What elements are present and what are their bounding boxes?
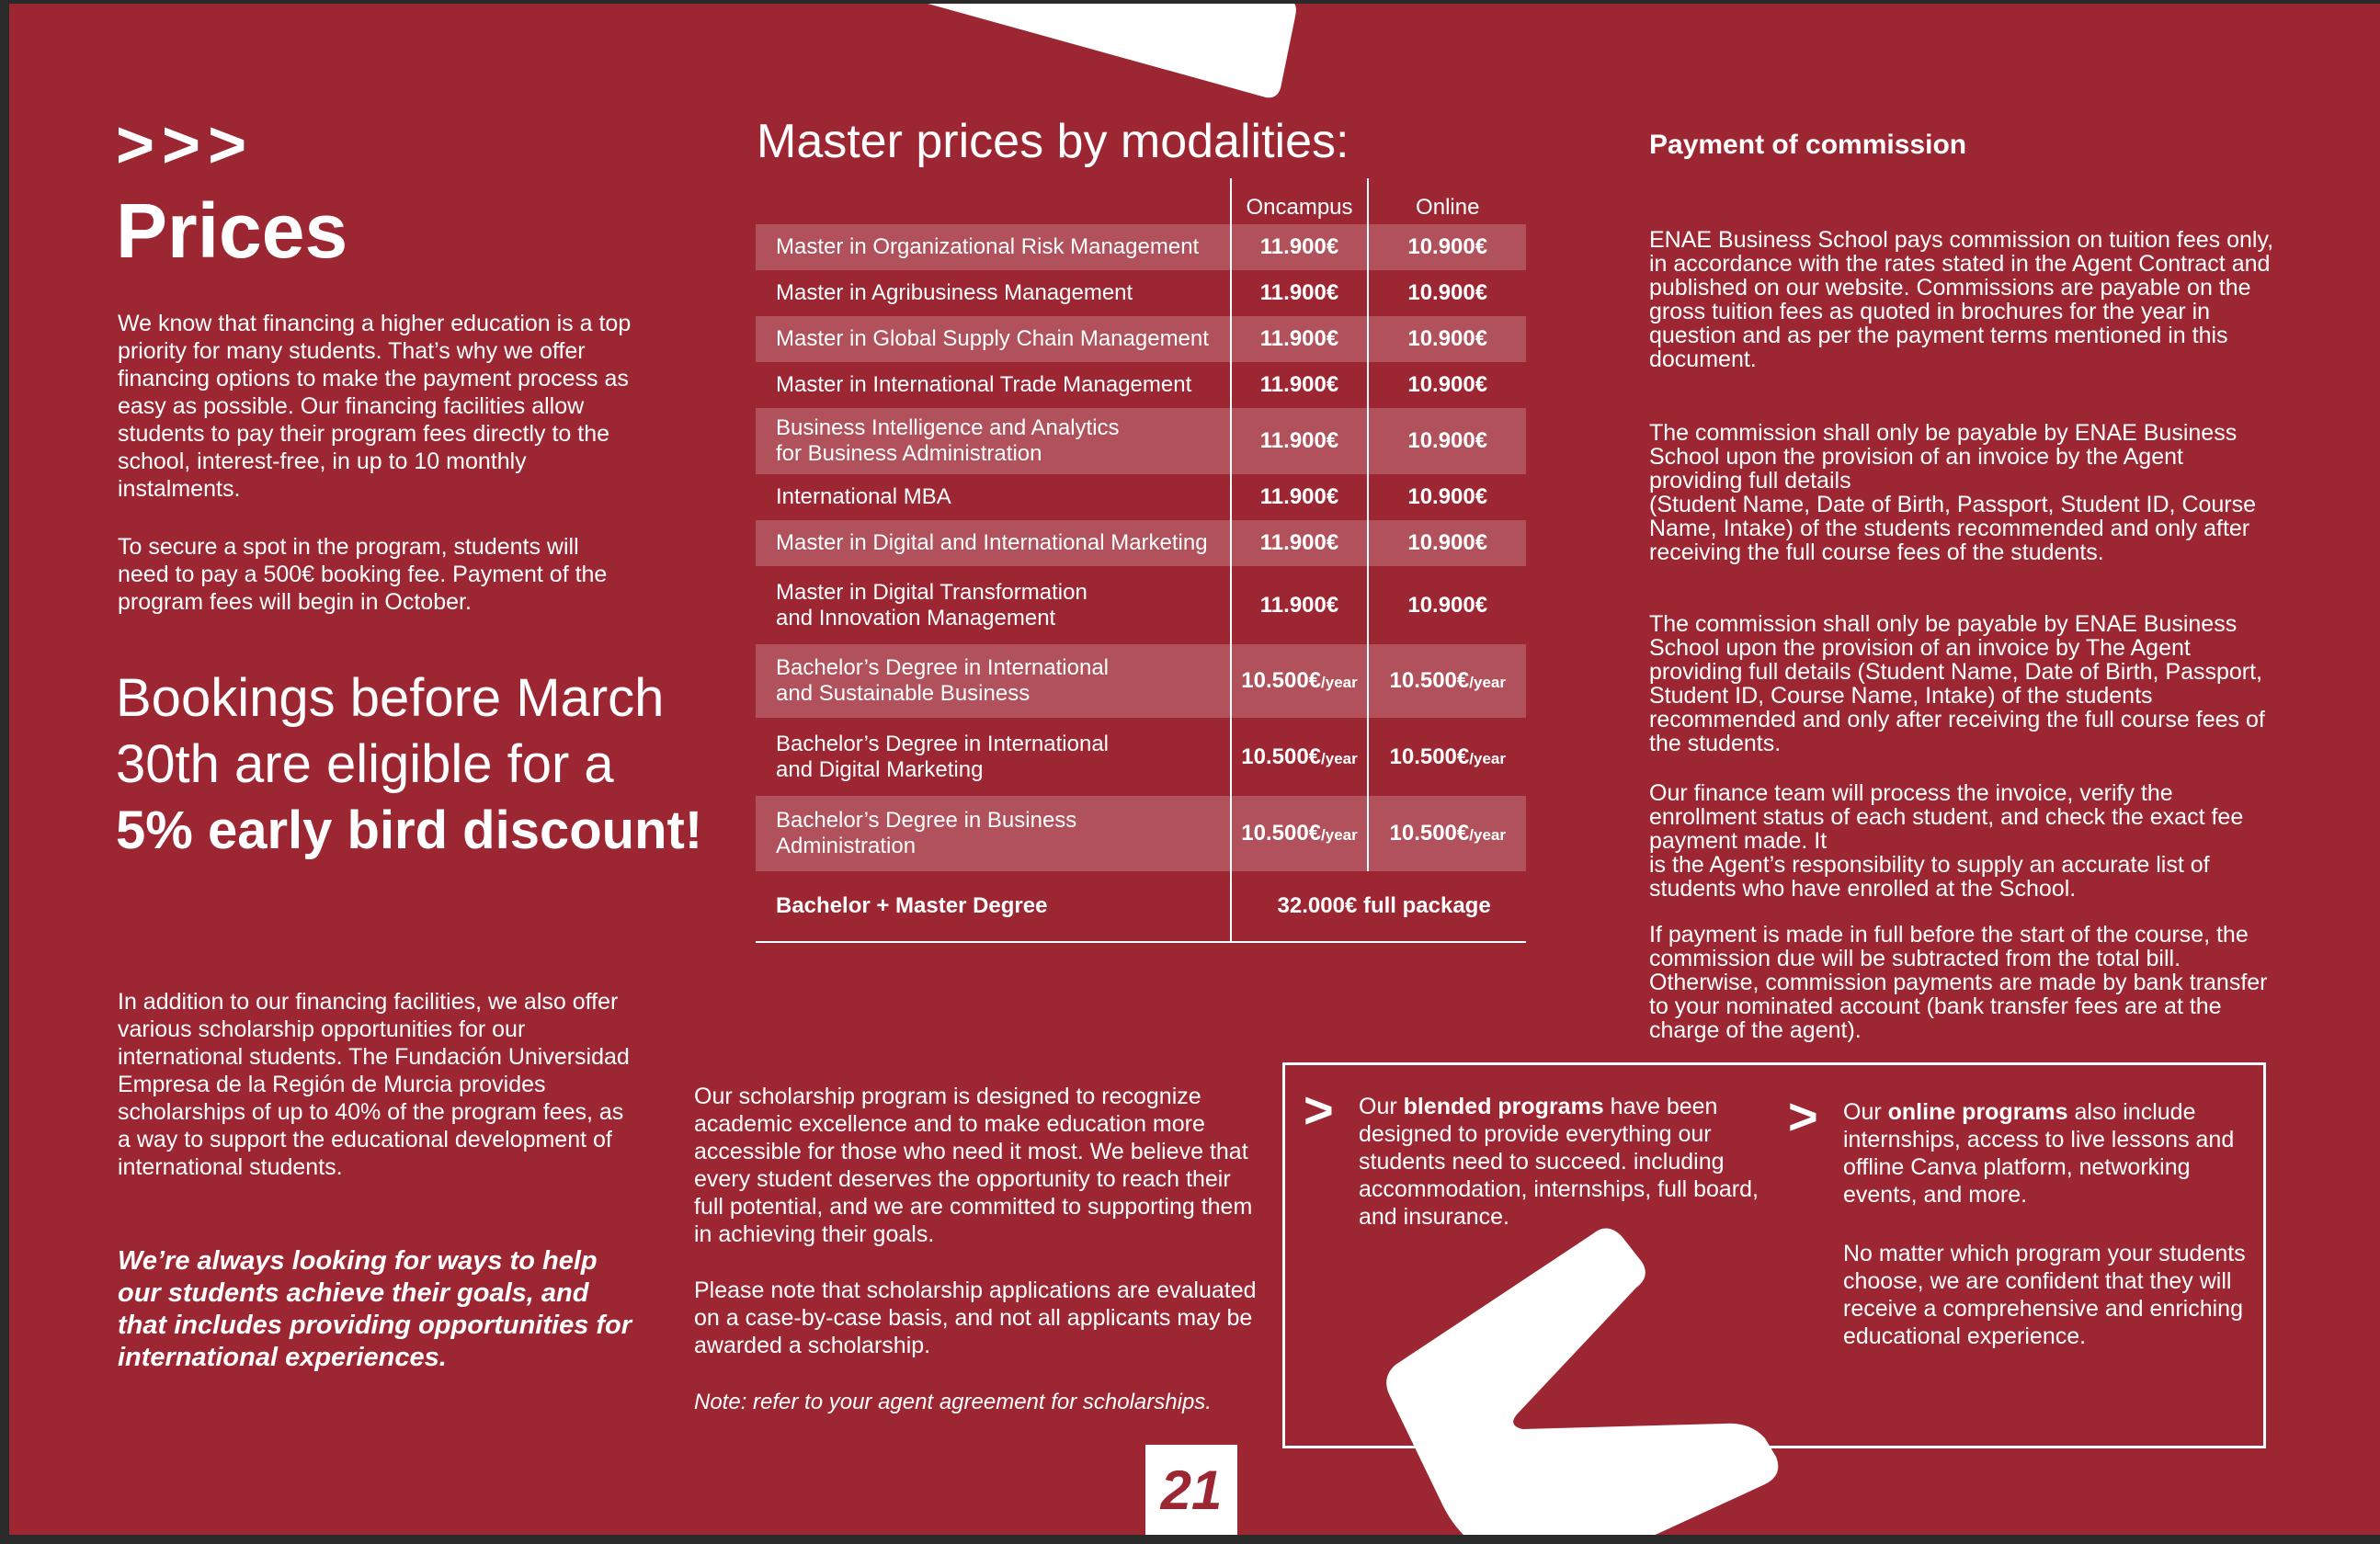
total-value: 32.000€ full package <box>1231 871 1526 942</box>
scholarship-program-paragraph: Our scholarship program is designed to recognize academic excellence and to make education more accessible for those who need it most. We believe that every student deserves the opportunity to reach their full potential, and we are committed to supporting them in achieving their goals. <box>694 1084 1253 1247</box>
program-name: Master in International Trade Management <box>776 372 1192 397</box>
online-price-value: 10.900€ <box>1407 280 1488 305</box>
early-bird-text: Bookings before March 30th are eligible for a <box>116 668 665 794</box>
program-name: Master in Agribusiness Management <box>776 280 1133 305</box>
online-price-value: 10.900€ <box>1407 530 1488 555</box>
oncampus-price <box>1231 566 1369 644</box>
scholarship-note: Note: refer to your agent agreement for scholarships. <box>694 1390 1212 1414</box>
program-name: Master in Global Supply Chain Management <box>756 316 1231 362</box>
table-row <box>756 362 1526 408</box>
scholarship-evaluation-paragraph: Please note that scholarship applications are evaluated on a case-by-case basis, and not all applicants may be awarded a scholarship. <box>694 1277 1257 1358</box>
table-header-row <box>756 178 1526 224</box>
oncampus-price <box>1231 474 1369 520</box>
program-name: Master in Digital Transformation and Innovation Management <box>776 579 1088 630</box>
column-header-online: Online <box>1368 178 1526 224</box>
oncampus-price <box>1231 718 1369 796</box>
commission-paragraph-2: The commission shall only be payable by ENAE Business School upon the provision of an invoice by the Agent providing full details (Student Name, Date of Birth, Passport, Student ID, Course Name, Intake) of the students recommended and only after receiving the full course fees of the students. <box>1649 420 2257 565</box>
oncampus-price <box>1231 408 1369 474</box>
oncampus-price <box>1231 520 1369 566</box>
column-header-program <box>756 178 1231 224</box>
program-name: International MBA <box>776 484 951 509</box>
online-price-value: 10.500€ <box>1389 668 1470 693</box>
oncampus-price <box>1231 644 1369 718</box>
table-row <box>756 718 1526 796</box>
scholarship-intro-paragraph: In addition to our financing facilities, we also offer various scholarship opportunities for our international students. The Fundación Universidad Empresa de la Región de Murcia provides scholarships of up to 40% of the program fees, as a way to support the educational development of international students. <box>118 989 630 1180</box>
price-unit: /year <box>1469 826 1506 844</box>
commission-paragraph-3: The commission shall only be payable by ENAE Business School upon the provision of an invoice by The Agent providing full details (Student Name, Date of Birth, Passport, Student ID, Course Name, Intake) of the students recommended and only after receiving the full course fees of the students. <box>1649 611 2265 756</box>
table-title: Master prices by modalities: <box>757 115 1349 168</box>
page-title: Prices <box>116 187 348 274</box>
oncampus-price <box>1231 224 1369 270</box>
early-bird-heading <box>116 665 704 864</box>
price-unit: /year <box>1469 674 1506 691</box>
online-price-value: 10.900€ <box>1407 234 1488 259</box>
online-price <box>1368 316 1526 362</box>
online-price <box>1368 718 1526 796</box>
oncampus-price-value: 10.500€ <box>1241 668 1322 693</box>
blended-pre: Our <box>1359 1094 1404 1119</box>
oncampus-price-value: 11.900€ <box>1259 484 1339 509</box>
blended-bold: blended programs <box>1403 1094 1604 1119</box>
oncampus-price-value: 11.900€ <box>1259 234 1339 259</box>
table-row <box>756 566 1526 644</box>
online-price <box>1368 362 1526 408</box>
table-row <box>756 644 1526 718</box>
oncampus-price-value: 10.500€ <box>1241 744 1322 769</box>
oncampus-price-value: 11.900€ <box>1259 428 1339 453</box>
blended-post: have been designed to provide everything our students need to succeed. including accommodation, internships, full board, and insurance. <box>1359 1094 1759 1230</box>
early-bird-discount: 5% early bird discount! <box>116 800 703 860</box>
online-price <box>1368 474 1526 520</box>
total-label: Bachelor + Master Degree <box>756 871 1231 942</box>
online-bold: online programs <box>1887 1099 2068 1125</box>
oncampus-price-value: 11.900€ <box>1259 326 1339 351</box>
program-choice-text: No matter which program your students choose, we are confident that they will receive a comprehensive and enriching educational experience. <box>1843 1241 2246 1349</box>
program-name: Bachelor’s Degree in International and Digital Marketing <box>776 731 1110 782</box>
column-header-oncampus: Oncampus <box>1231 178 1369 224</box>
booking-fee-paragraph: To secure a spot in the program, students will need to pay a 500€ booking fee. Payment of the program fees will begin in October. <box>118 534 608 615</box>
commission-heading: Payment of commission <box>1649 130 1967 160</box>
oncampus-price-value: 10.500€ <box>1241 821 1322 846</box>
program-name: Business Intelligence and Analytics for Business Administration <box>756 408 1231 474</box>
online-programs-text <box>1843 1098 2248 1209</box>
online-price <box>1368 224 1526 270</box>
oncampus-price-value: 11.900€ <box>1259 530 1339 555</box>
blended-programs-text <box>1359 1093 1763 1231</box>
online-pre: Our <box>1843 1099 1888 1125</box>
program-name: Master in Organizational Risk Management <box>756 224 1231 270</box>
online-price <box>1368 644 1526 718</box>
online-price-value: 10.900€ <box>1407 592 1488 618</box>
financing-paragraph: We know that financing a higher education is a top priority for many students. That’s why we offer financing options to make the payment process as easy as possible. Our financing facilities allow students to pay their program fees directly to the school, interest-free, in up to 10 monthly instalments. <box>118 311 632 502</box>
online-price <box>1368 796 1526 871</box>
oncampus-price-value: 11.900€ <box>1259 372 1339 397</box>
oncampus-price <box>1231 796 1369 871</box>
price-unit: /year <box>1469 749 1506 767</box>
table-row <box>756 520 1526 566</box>
brochure-page <box>9 4 2380 1535</box>
table-row <box>756 224 1526 270</box>
online-post: also include internships, access to live lessons and offline Canva platform, networking events, and more. <box>1843 1099 2235 1208</box>
online-price-value: 10.900€ <box>1407 484 1488 509</box>
commission-paragraph-1: ENAE Business School pays commission on tuition fees only, in accordance with the rates stated in the Agent Contract and published on our website. Commissions are payable on the gross tuition fees as quoted in brochures for the year in question and as per the payment terms mentioned in this document. <box>1649 227 2274 372</box>
oncampus-price <box>1231 270 1369 316</box>
price-unit: /year <box>1321 674 1358 691</box>
online-price <box>1368 520 1526 566</box>
arrows-decoration: >>> <box>116 108 255 182</box>
online-price <box>1368 408 1526 474</box>
price-table <box>756 178 1526 943</box>
online-price <box>1368 270 1526 316</box>
table-row <box>756 474 1526 520</box>
commission-paragraph-5: If payment is made in full before the start of the course, the commission due will be subtracted from the total bill. Otherwise, commission payments are made by bank transfer to your nominated account (bank transfer fees are at the charge of the agent). <box>1649 922 2268 1043</box>
page-number: 21 <box>1145 1445 1237 1535</box>
table-row <box>756 796 1526 871</box>
top-decorative-shape <box>915 4 1301 103</box>
highlight-quote: We’re always looking for ways to help our students achieve their goals, and that includes providing opportunities for international experiences. <box>118 1246 632 1372</box>
oncampus-price <box>1231 362 1369 408</box>
oncampus-price-value: 11.900€ <box>1259 280 1339 305</box>
program-name: Bachelor’s Degree in Business Administration <box>756 796 1231 871</box>
table-row <box>756 316 1526 362</box>
online-price-value: 10.900€ <box>1407 372 1488 397</box>
program-name: Master in Digital and International Marketing <box>756 520 1231 566</box>
online-price <box>1368 566 1526 644</box>
program-name: Bachelor’s Degree in International and Sustainable Business <box>756 644 1231 718</box>
price-unit: /year <box>1321 826 1358 844</box>
table-row <box>756 408 1526 474</box>
oncampus-price <box>1231 316 1369 362</box>
price-unit: /year <box>1321 749 1358 767</box>
chevron-right-icon: > <box>1788 1087 1818 1145</box>
commission-paragraph-4: Our finance team will process the invoice, verify the enrollment status of each student, and check the exact fee payment made. It is the Agent’s responsibility to supply an accurate list of students who have enrolled at the School. <box>1649 780 2244 902</box>
online-price-value: 10.500€ <box>1389 821 1470 846</box>
chevron-right-icon: > <box>1304 1081 1334 1139</box>
online-price-value: 10.900€ <box>1407 326 1488 351</box>
price-rows <box>756 224 1526 942</box>
total-row <box>756 871 1526 942</box>
online-price-value: 10.900€ <box>1407 428 1488 453</box>
table-row <box>756 270 1526 316</box>
oncampus-price-value: 11.900€ <box>1259 592 1339 618</box>
online-price-value: 10.500€ <box>1389 744 1470 769</box>
